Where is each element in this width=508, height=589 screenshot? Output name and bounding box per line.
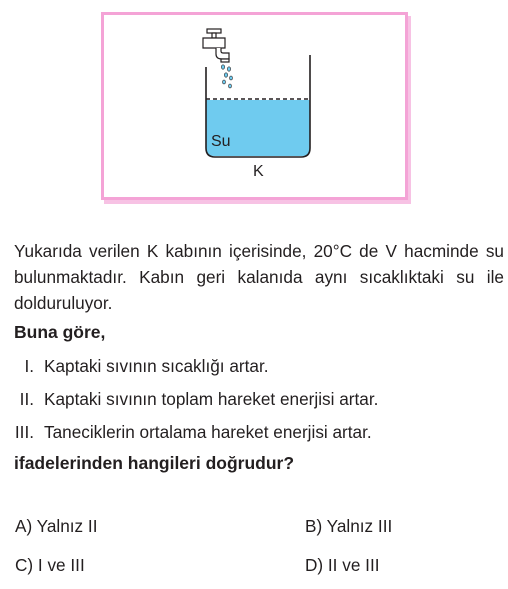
option-c[interactable]: C) I ve III — [15, 555, 85, 575]
water-drops-icon — [221, 65, 232, 88]
question-passage: Yukarıda verilen K kabının içerisinde, 20°C de V hacminde su bulunmaktadır. Kabın geri kalanıda aynı sıcaklıktaki su ile dolduruluyor. — [14, 241, 504, 313]
option-a[interactable]: A) Yalnız II — [15, 516, 98, 536]
faucet-icon — [203, 29, 229, 62]
prompt-lead: Buna göre, — [14, 322, 106, 342]
statement-number: I. — [24, 356, 34, 376]
statement-number: II. — [19, 389, 34, 409]
liquid-label: Su — [211, 133, 231, 150]
statement-number: III. — [14, 422, 34, 442]
statement-text: Taneciklerin ortalama hareket enerjisi artar. — [44, 422, 372, 442]
prompt-question: ifadelerinden hangileri doğrudur? — [14, 453, 295, 473]
statement-text: Kaptaki sıvının toplam hareket enerjisi artar. — [44, 389, 379, 409]
figure-frame — [101, 12, 408, 200]
option-b[interactable]: B) Yalnız III — [305, 516, 393, 536]
container-label: K — [253, 163, 264, 180]
statement-text: Kaptaki sıvının sıcaklığı artar. — [44, 356, 269, 376]
option-d[interactable]: D) II ve III — [305, 555, 380, 575]
